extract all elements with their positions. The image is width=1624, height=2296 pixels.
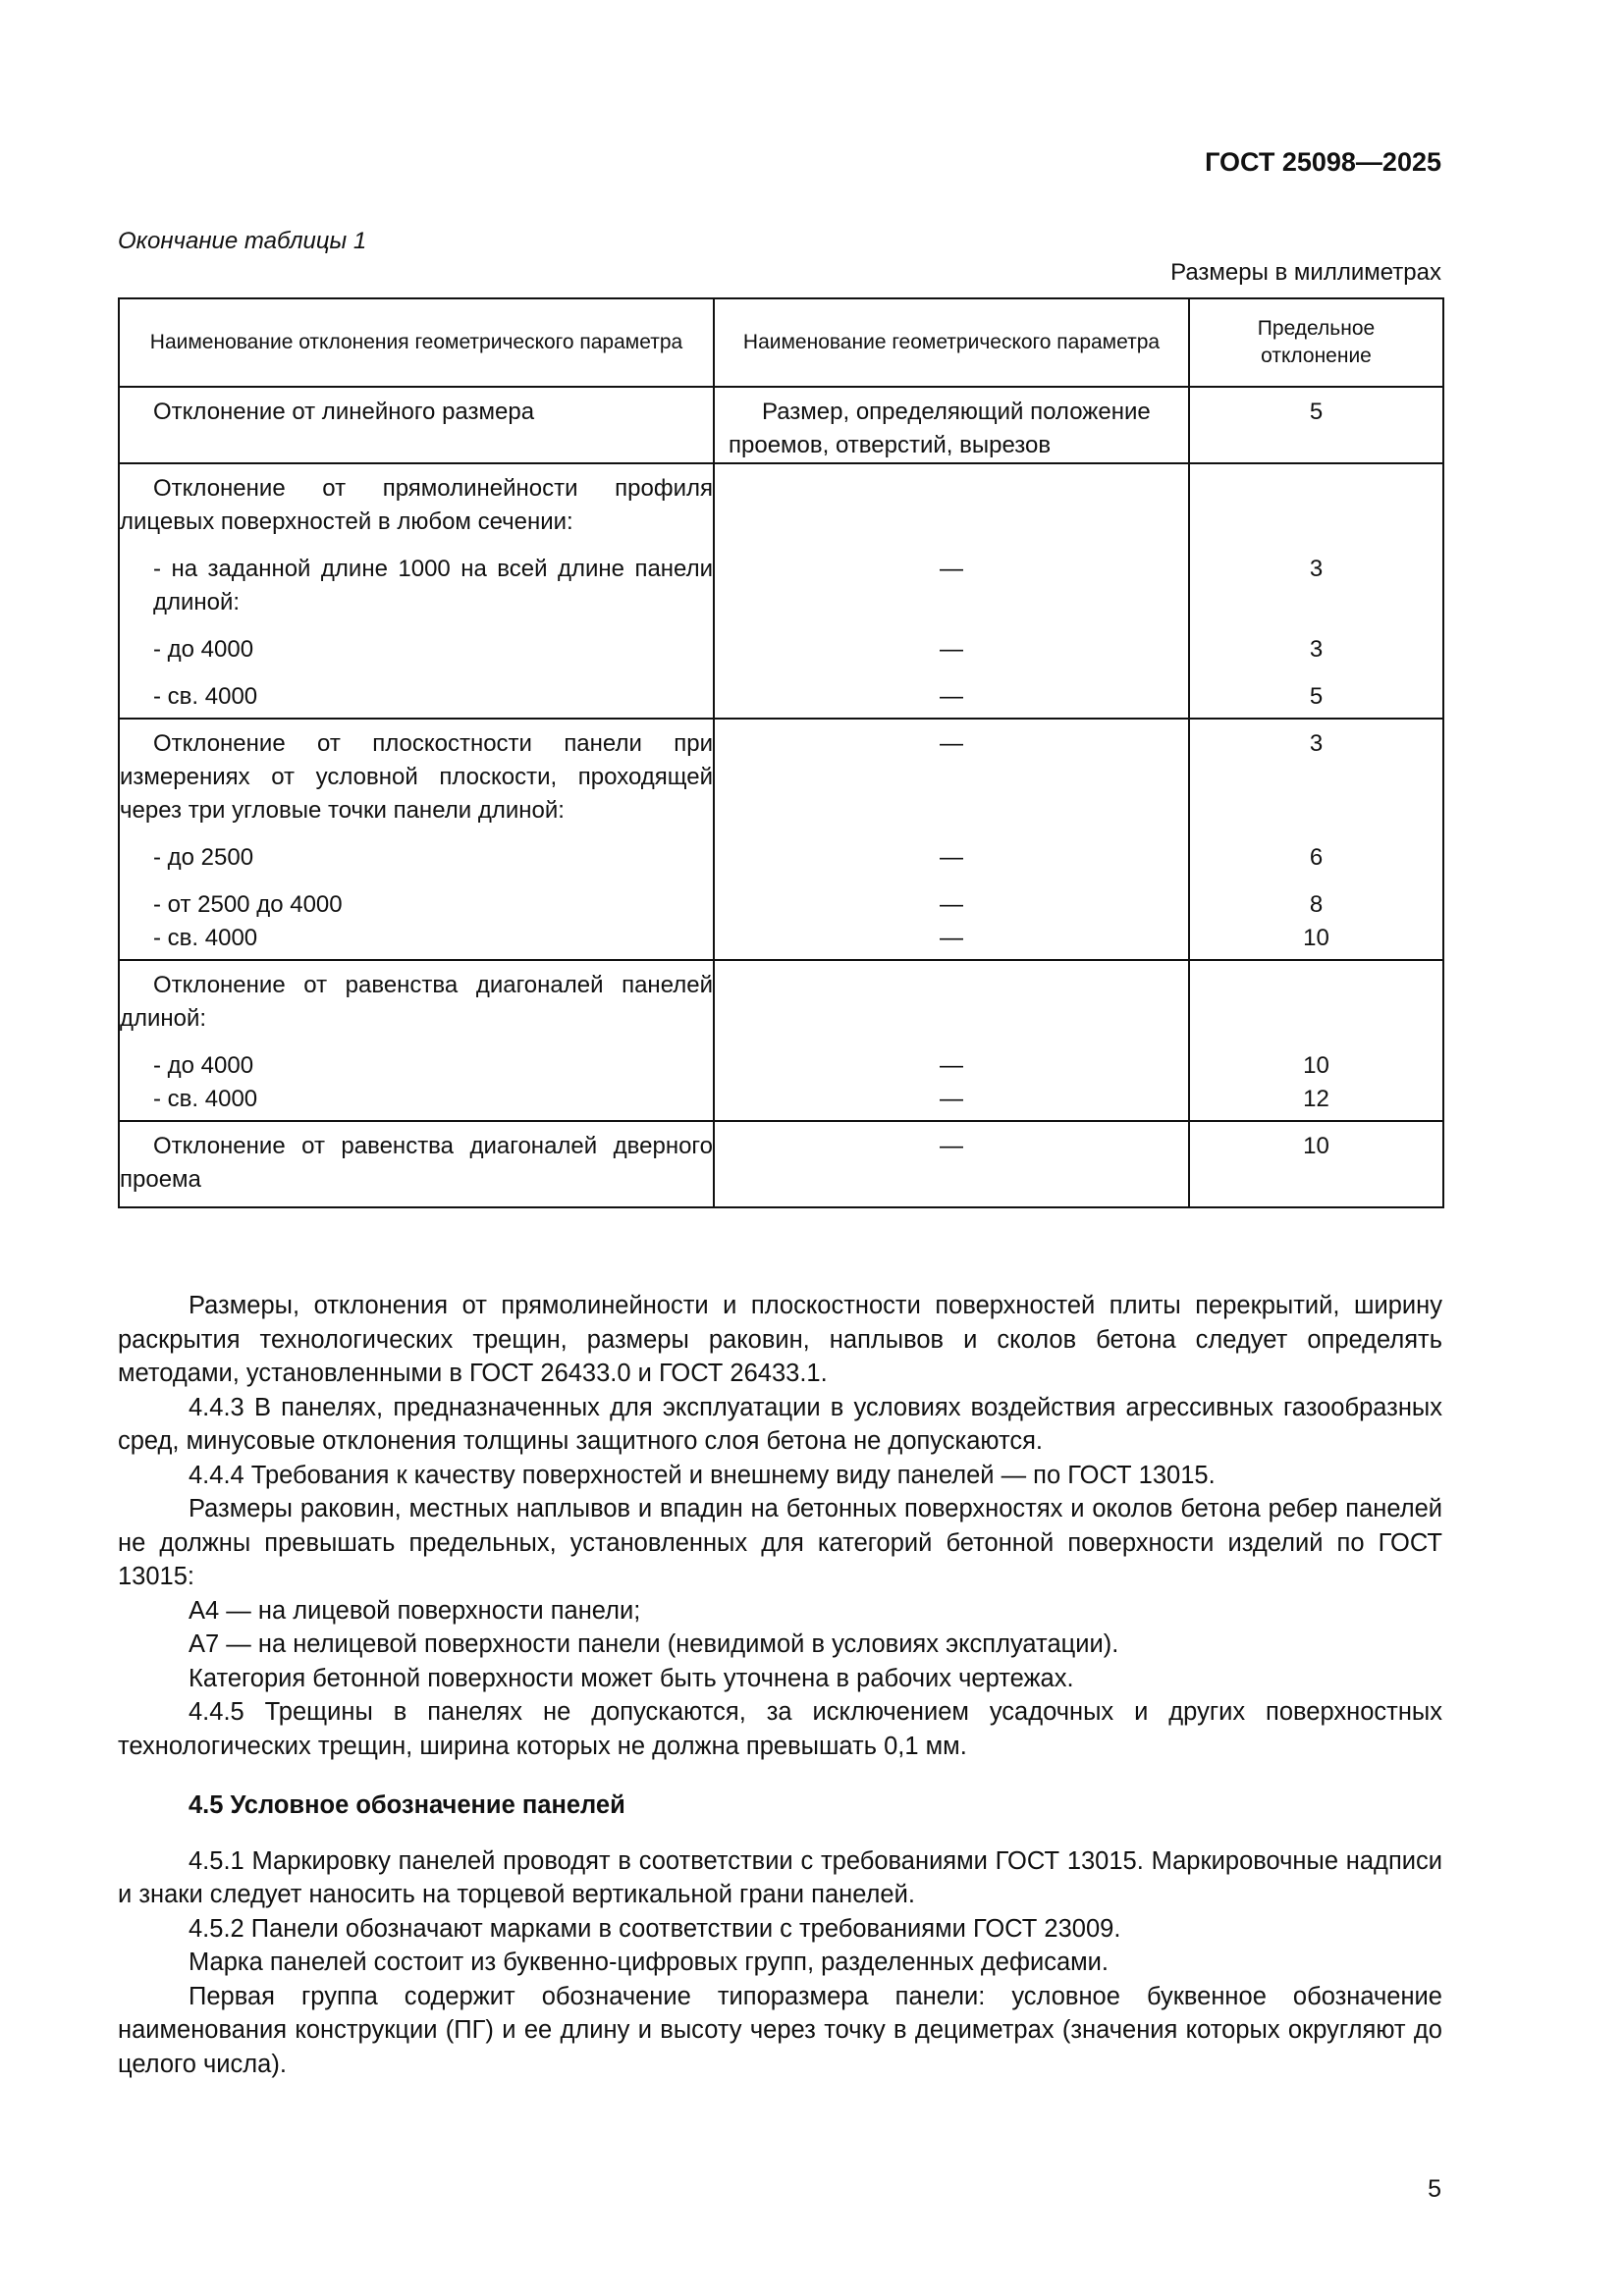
page-number: 5 — [1428, 2175, 1441, 2203]
row-deviation-name: Отклонение от плоскостности панели при измерениях от условной плоскости, проходящей через три угловые точки панели длиной: — [120, 730, 713, 824]
row-parameter: — — [714, 922, 1189, 960]
row-deviation-name: - до 4000 — [153, 1052, 254, 1079]
row-parameter: — — [714, 1121, 1189, 1207]
deviations-table — [118, 297, 1444, 1208]
table-row — [119, 539, 1443, 619]
row-limit: 10 — [1189, 1036, 1443, 1083]
paragraph: Марка панелей состоит из буквенно-цифровых групп, разделенных дефисами. — [189, 1949, 1110, 1976]
table-row — [119, 922, 1443, 960]
table-row — [119, 960, 1443, 1036]
row-deviation-name: - св. 4000 — [153, 925, 258, 951]
paragraph: Первая группа содержит обозначение типоразмера панели: условное буквенное обозначение наименования конструкции (ПГ) и ее длину и высоту через точку в дециметрах (значения которых округляют до целого числа). — [118, 1982, 1442, 2078]
row-parameter: — — [714, 719, 1189, 828]
paragraph: А4 — на лицевой поверхности панели; — [189, 1596, 641, 1625]
paragraph: Категория бетонной поверхности может быть уточнена в рабочих чертежах. — [189, 1664, 1074, 1692]
paragraph: 4.4.4 Требования к качеству поверхностей и внешнему виду панелей — по ГОСТ 13015. — [189, 1461, 1216, 1489]
row-parameter — [714, 463, 1189, 539]
row-parameter — [714, 960, 1189, 1036]
table-caption: Окончание таблицы 1 — [118, 228, 367, 254]
row-deviation-name: Отклонение от равенства диагоналей дверного проема — [120, 1133, 713, 1193]
row-deviation-name: - до 4000 — [153, 636, 254, 663]
paragraph: 4.4.3 В панелях, предназначенных для эксплуатации в условиях воздействия агрессивных газообразных сред, минусовые отклонения толщины защитного слоя бетона не допускаются. — [118, 1393, 1442, 1455]
row-deviation-name: - св. 4000 — [153, 1086, 258, 1112]
row-limit: 6 — [1189, 828, 1443, 875]
row-deviation-name: - от 2500 до 4000 — [153, 891, 343, 918]
section-heading: 4.5 Условное обозначение панелей — [189, 1791, 625, 1819]
row-parameter: — — [714, 539, 1189, 619]
row-deviation-name: - на заданной длине 1000 на всей длине панели длиной: — [153, 556, 713, 615]
row-deviation-name: Отклонение от прямолинейности профиля лицевых поверхностей в любом сечении: — [120, 475, 713, 535]
row-deviation-name: - св. 4000 — [153, 683, 258, 710]
table-row — [119, 463, 1443, 539]
table-row — [119, 719, 1443, 828]
row-limit — [1189, 960, 1443, 1036]
row-limit: 8 — [1189, 875, 1443, 922]
row-parameter: Размер, определяющий положение проемов, отверстий, вырезов — [714, 387, 1189, 463]
paragraph: Размеры, отклонения от прямолинейности и плоскостности поверхностей плиты перекрытий, ширину раскрытия технологических трещин, размеры раковин, наплывов и сколов бетона следует определять методами, установленными в ГОСТ 26433.0 и ГОСТ 26433.1. — [118, 1292, 1442, 1387]
table-units: Размеры в миллиметрах — [1170, 259, 1441, 286]
standard-code: ГОСТ 25098—2025 — [1205, 147, 1441, 177]
row-limit: 3 — [1189, 539, 1443, 619]
row-parameter: — — [714, 667, 1189, 719]
paragraph: 4.5.1 Маркировку панелей проводят в соответствии с требованиями ГОСТ 13015. Маркировочные надписи и знаки следует наносить на торцевой вертикальной грани панелей. — [118, 1846, 1442, 1908]
row-parameter: — — [714, 828, 1189, 875]
row-limit: 3 — [1189, 619, 1443, 667]
row-limit: 12 — [1189, 1083, 1443, 1121]
table-row — [119, 875, 1443, 922]
row-limit: 10 — [1189, 922, 1443, 960]
table-row — [119, 1083, 1443, 1121]
row-parameter: — — [714, 619, 1189, 667]
column-header-parameter: Наименование геометрического параметра — [714, 298, 1189, 387]
table-row — [119, 667, 1443, 719]
row-parameter: — — [714, 875, 1189, 922]
row-limit — [1189, 463, 1443, 539]
body-text — [118, 1289, 1442, 2081]
table-row — [119, 619, 1443, 667]
table-row — [119, 387, 1443, 463]
column-header-limit: Предельное отклонение — [1189, 298, 1443, 387]
row-deviation-name: Отклонение от линейного размера — [153, 399, 535, 425]
paragraph: 4.4.5 Трещины в панелях не допускаются, за исключением усадочных и других поверхностных технологических трещин, ширина которых не должна превышать 0,1 мм. — [118, 1698, 1442, 1760]
table-row — [119, 1036, 1443, 1083]
table-row — [119, 1121, 1443, 1207]
row-deviation-name: - до 2500 — [153, 844, 254, 871]
row-limit: 5 — [1189, 387, 1443, 463]
row-limit: 10 — [1189, 1121, 1443, 1207]
table-header-row — [119, 298, 1443, 387]
paragraph: 4.5.2 Панели обозначают марками в соответствии с требованиями ГОСТ 23009. — [189, 1914, 1121, 1943]
row-limit: 3 — [1189, 719, 1443, 828]
row-limit: 5 — [1189, 667, 1443, 719]
table-row — [119, 828, 1443, 875]
row-deviation-name: Отклонение от равенства диагоналей панелей длиной: — [120, 972, 713, 1032]
row-parameter: — — [714, 1083, 1189, 1121]
paragraph: А7 — на нелицевой поверхности панели (невидимой в условиях эксплуатации). — [189, 1630, 1119, 1658]
column-header-deviation: Наименование отклонения геометрического параметра — [119, 298, 714, 387]
paragraph: Размеры раковин, местных наплывов и впадин на бетонных поверхностях и околов бетона ребер панелей не должны превышать предельных, установленных для категорий бетонной поверхности изделий по ГОСТ 13015: — [118, 1495, 1442, 1590]
row-parameter: — — [714, 1036, 1189, 1083]
